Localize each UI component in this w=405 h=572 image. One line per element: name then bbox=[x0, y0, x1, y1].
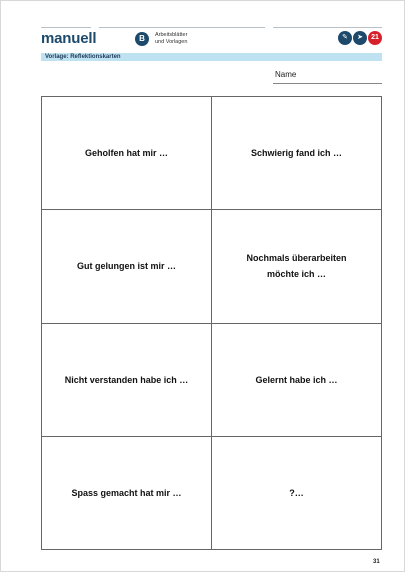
reflection-card bbox=[42, 437, 212, 550]
header-subtitle-line1: Arbeitsblätter bbox=[155, 32, 188, 38]
header-subtitle bbox=[155, 32, 187, 46]
card-prompt bbox=[85, 145, 168, 161]
header-subtitle-line2: und Vorlagen bbox=[155, 39, 188, 45]
reflection-card bbox=[42, 210, 212, 323]
card-prompt bbox=[255, 372, 337, 388]
card-prompt-line: ?… bbox=[289, 487, 304, 498]
reflection-card bbox=[212, 437, 382, 550]
reflection-card bbox=[212, 210, 382, 323]
card-prompt-line: Nochmals überarbeiten bbox=[246, 253, 347, 264]
card-prompt bbox=[65, 372, 189, 388]
reflection-card bbox=[212, 324, 382, 437]
number-21-icon: 21 bbox=[368, 31, 382, 45]
page-number: 31 bbox=[373, 559, 380, 565]
reflection-card bbox=[42, 97, 212, 210]
card-prompt bbox=[289, 485, 304, 501]
card-prompt-line: Gelernt habe ich … bbox=[255, 374, 338, 385]
header-rule-left bbox=[41, 27, 91, 28]
name-field-label: Name bbox=[275, 70, 297, 79]
pencil-circle-icon: ✎ bbox=[338, 31, 352, 45]
card-prompt bbox=[246, 250, 346, 282]
card-prompt-line: Geholfen hat mir … bbox=[84, 148, 168, 159]
banner-title: Vorlage: Reflektionskarten bbox=[45, 54, 121, 60]
arrow-circle-icon: ➤ bbox=[353, 31, 367, 45]
header-rule-right bbox=[273, 27, 382, 28]
card-prompt bbox=[71, 485, 181, 501]
header-rule-middle bbox=[99, 27, 265, 28]
reflection-card bbox=[42, 324, 212, 437]
brand-logo-text: manuell bbox=[41, 30, 97, 47]
card-prompt-line: Nicht verstanden habe ich … bbox=[64, 374, 189, 385]
card-prompt-line: Spass gemacht hat mir … bbox=[71, 487, 182, 498]
name-field-line[interactable] bbox=[273, 83, 382, 84]
card-prompt-line: Gut gelungen ist mir … bbox=[76, 261, 176, 272]
template-banner bbox=[41, 53, 382, 61]
card-prompt-line: möchte ich … bbox=[266, 269, 326, 280]
section-badge: B bbox=[135, 32, 149, 46]
reflection-card-grid bbox=[41, 96, 382, 550]
card-prompt bbox=[251, 145, 342, 161]
reflection-card bbox=[212, 97, 382, 210]
card-prompt bbox=[77, 258, 176, 274]
card-prompt-line: Schwierig fand ich … bbox=[250, 148, 342, 159]
